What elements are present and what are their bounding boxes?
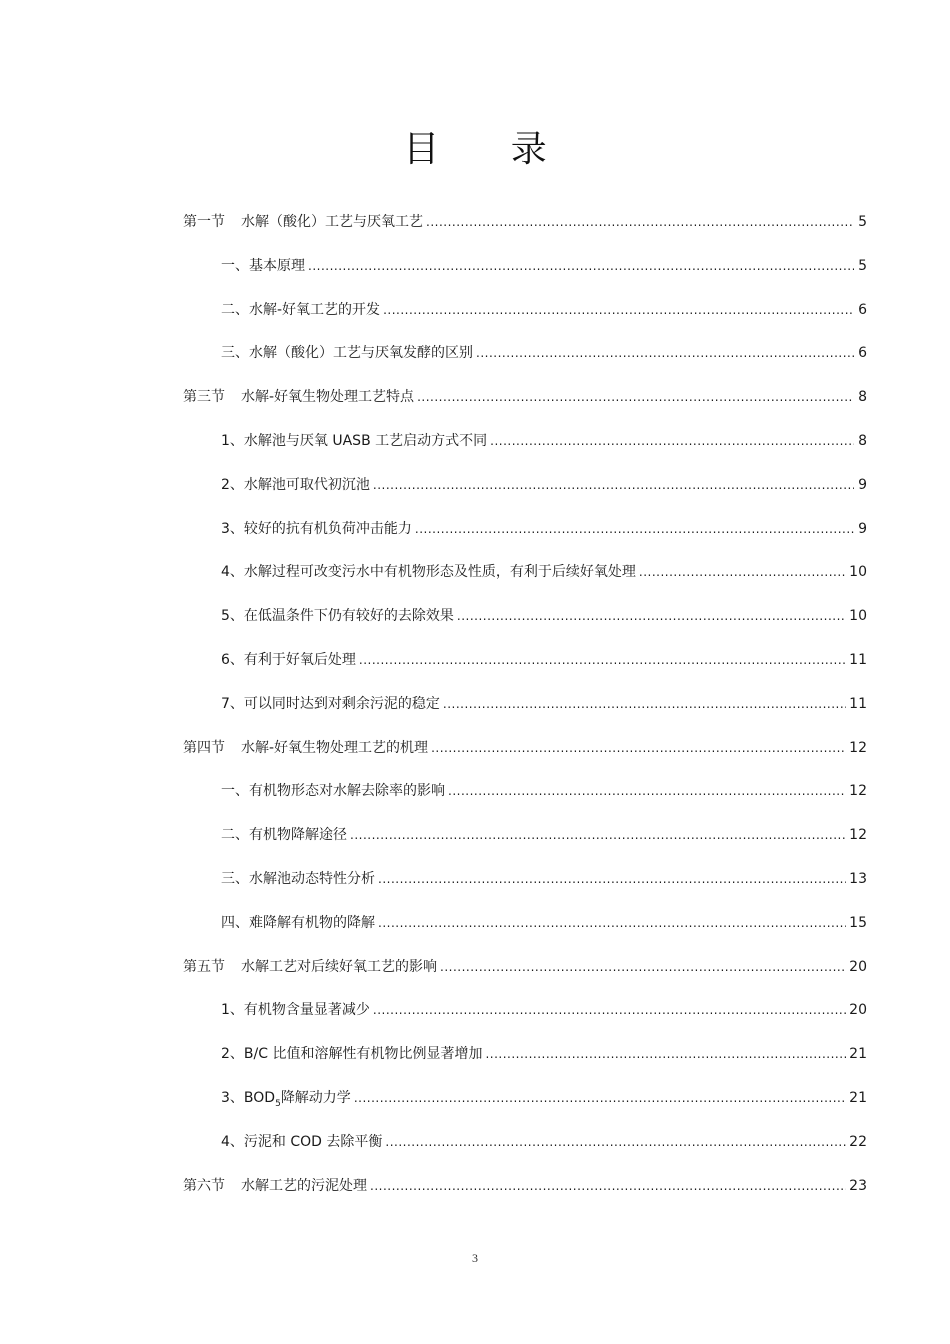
toc-entry-text: 一、有机物形态对水解去除率的影响 bbox=[221, 783, 445, 800]
toc-leader-dots bbox=[378, 914, 846, 932]
toc-leader-dots bbox=[308, 257, 854, 275]
toc-section-title: 水解-好氧生物处理工艺的机理 bbox=[241, 739, 429, 756]
page-number: 3 bbox=[472, 1251, 478, 1265]
toc-entry-subsection[interactable] bbox=[183, 432, 867, 476]
toc-entry-text: 1、水解池与厌氧 UASB 工艺启动方式不同 bbox=[221, 432, 488, 449]
toc-entry-text: 4、污泥和 COD 去除平衡 bbox=[221, 1133, 383, 1150]
toc-entry-subsection[interactable] bbox=[183, 476, 867, 520]
toc-leader-dots bbox=[448, 782, 846, 800]
toc-page-number: 8 bbox=[858, 432, 867, 449]
toc-section-title: 水解（酸化）工艺与厌氧工艺 bbox=[241, 214, 423, 230]
toc-leader-dots bbox=[440, 958, 846, 976]
toc-entry-subsection[interactable] bbox=[183, 520, 867, 564]
toc-entry-text: 7、可以同时达到对剩余污泥的稳定 bbox=[221, 695, 440, 712]
toc-entry-text: 4、水解过程可改变污水中有机物形态及性质，有利于后续好氧处理 bbox=[221, 564, 636, 581]
toc-entry-section[interactable] bbox=[183, 958, 867, 1002]
toc-page-number: 9 bbox=[858, 520, 867, 537]
toc-leader-dots bbox=[354, 1089, 846, 1107]
toc-entry-subsection[interactable] bbox=[183, 782, 867, 826]
toc-page-number: 10 bbox=[849, 608, 867, 625]
toc-leader-dots bbox=[378, 870, 846, 888]
toc-entry-subsection[interactable] bbox=[183, 826, 867, 870]
toc-page-number: 10 bbox=[849, 564, 867, 581]
toc-leader-dots bbox=[476, 344, 854, 362]
toc-page-number: 22 bbox=[849, 1133, 867, 1150]
toc-section-label: 第六节 bbox=[183, 1177, 225, 1194]
toc-leader-dots bbox=[373, 1001, 846, 1019]
toc-entry-subsection[interactable] bbox=[183, 1133, 867, 1177]
toc-page-number: 6 bbox=[858, 345, 867, 362]
toc-page-number: 20 bbox=[849, 1002, 867, 1019]
toc-entry-subsection[interactable] bbox=[183, 870, 867, 914]
toc-entry-subsection[interactable] bbox=[183, 607, 867, 651]
toc-leader-dots bbox=[373, 476, 854, 494]
toc-page-number: 12 bbox=[849, 739, 867, 756]
toc-entry-text: 1、有机物含量显著减少 bbox=[221, 1002, 370, 1019]
toc-page-number: 9 bbox=[858, 476, 867, 493]
toc-entry-text: 一、基本原理 bbox=[221, 257, 305, 274]
toc-page-number: 6 bbox=[858, 301, 867, 318]
toc-page-number: 5 bbox=[858, 257, 867, 274]
toc-entry-subsection[interactable] bbox=[183, 1001, 867, 1045]
toc-leader-dots bbox=[350, 826, 846, 844]
toc-page-number: 8 bbox=[858, 389, 867, 406]
page-title: 目 录 bbox=[403, 129, 577, 170]
toc-section-title: 水解-好氧生物处理工艺特点 bbox=[241, 389, 415, 406]
toc-section-title: 水解工艺对后续好氧工艺的影响 bbox=[241, 958, 437, 975]
toc-text-part: 降解动力学 bbox=[280, 1089, 351, 1106]
toc-entry-text: 3、较好的抗有机负荷冲击能力 bbox=[221, 520, 412, 537]
toc-entry-text bbox=[183, 1089, 351, 1107]
toc-entry-subsection[interactable] bbox=[183, 563, 867, 607]
toc-leader-dots bbox=[426, 213, 854, 231]
toc-section-title: 水解工艺的污泥处理 bbox=[241, 1177, 367, 1194]
toc-entry-text bbox=[183, 739, 428, 757]
toc-page-number: 11 bbox=[849, 695, 867, 712]
toc-leader-dots bbox=[359, 651, 846, 669]
toc-section-label: 第三节 bbox=[183, 389, 225, 406]
toc-section-label: 第四节 bbox=[183, 739, 225, 756]
toc-leader-dots bbox=[490, 432, 854, 450]
toc-entry-subsection[interactable] bbox=[183, 914, 867, 958]
toc-leader-dots bbox=[383, 301, 854, 319]
toc-page-number: 15 bbox=[849, 914, 867, 931]
toc-page-number: 23 bbox=[849, 1177, 867, 1194]
toc-entry-section[interactable] bbox=[183, 1177, 867, 1221]
toc-entry-subsection[interactable] bbox=[183, 301, 867, 345]
toc-leader-dots bbox=[415, 520, 854, 538]
toc-text-part: 3、BOD bbox=[221, 1089, 276, 1106]
toc-leader-dots bbox=[485, 1045, 846, 1063]
toc-section-label: 第五节 bbox=[183, 958, 225, 975]
toc-leader-dots bbox=[370, 1177, 846, 1195]
toc-section-label: 第一节 bbox=[183, 214, 225, 230]
toc-page-number: 20 bbox=[849, 958, 867, 975]
toc-leader-dots bbox=[417, 388, 854, 406]
toc-page-number: 12 bbox=[849, 783, 867, 800]
toc-entry-text: 二、水解-好氧工艺的开发 bbox=[221, 301, 381, 318]
toc-page-number: 11 bbox=[849, 651, 867, 668]
toc-page-number: 13 bbox=[849, 870, 867, 887]
toc-page-number: 12 bbox=[849, 827, 867, 844]
toc-entry-section[interactable] bbox=[183, 739, 867, 783]
toc-entry-text bbox=[183, 958, 437, 976]
toc-text-subscript: 5 bbox=[275, 1098, 281, 1109]
toc-entry-section[interactable] bbox=[183, 213, 867, 257]
toc-entry-subsection[interactable] bbox=[183, 257, 867, 301]
toc-entry-subsection[interactable] bbox=[183, 651, 867, 695]
table-of-contents bbox=[183, 213, 867, 1220]
toc-page-number: 5 bbox=[858, 214, 867, 230]
toc-entry-text: 2、B/C 比值和溶解性有机物比例显著增加 bbox=[221, 1046, 483, 1063]
toc-entry-text bbox=[183, 213, 423, 231]
toc-entry-subsection[interactable] bbox=[183, 344, 867, 388]
toc-entry-text: 二、有机物降解途径 bbox=[221, 827, 347, 844]
toc-entry-subsection[interactable] bbox=[183, 695, 867, 739]
toc-leader-dots bbox=[639, 563, 846, 581]
toc-leader-dots bbox=[457, 607, 846, 625]
toc-entry-text: 四、难降解有机物的降解 bbox=[221, 914, 375, 931]
toc-entry-text: 6、有利于好氧后处理 bbox=[221, 651, 356, 668]
toc-page-number: 21 bbox=[849, 1046, 867, 1063]
toc-entry-text: 2、水解池可取代初沉池 bbox=[221, 476, 370, 493]
toc-entry-text bbox=[183, 1177, 367, 1195]
toc-leader-dots bbox=[443, 695, 846, 713]
toc-entry-text: 三、水解（酸化）工艺与厌氧发酵的区别 bbox=[221, 345, 473, 362]
toc-entry-text: 5、在低温条件下仍有较好的去除效果 bbox=[221, 608, 454, 625]
toc-entry-section[interactable] bbox=[183, 388, 867, 432]
toc-entry-text bbox=[183, 388, 414, 406]
toc-leader-dots bbox=[385, 1133, 846, 1151]
toc-entry-text: 三、水解池动态特性分析 bbox=[221, 870, 375, 887]
toc-leader-dots bbox=[431, 739, 846, 757]
toc-entry-subsection[interactable] bbox=[183, 1089, 867, 1133]
toc-entry-subsection[interactable] bbox=[183, 1045, 867, 1089]
toc-page-number: 21 bbox=[849, 1089, 867, 1106]
